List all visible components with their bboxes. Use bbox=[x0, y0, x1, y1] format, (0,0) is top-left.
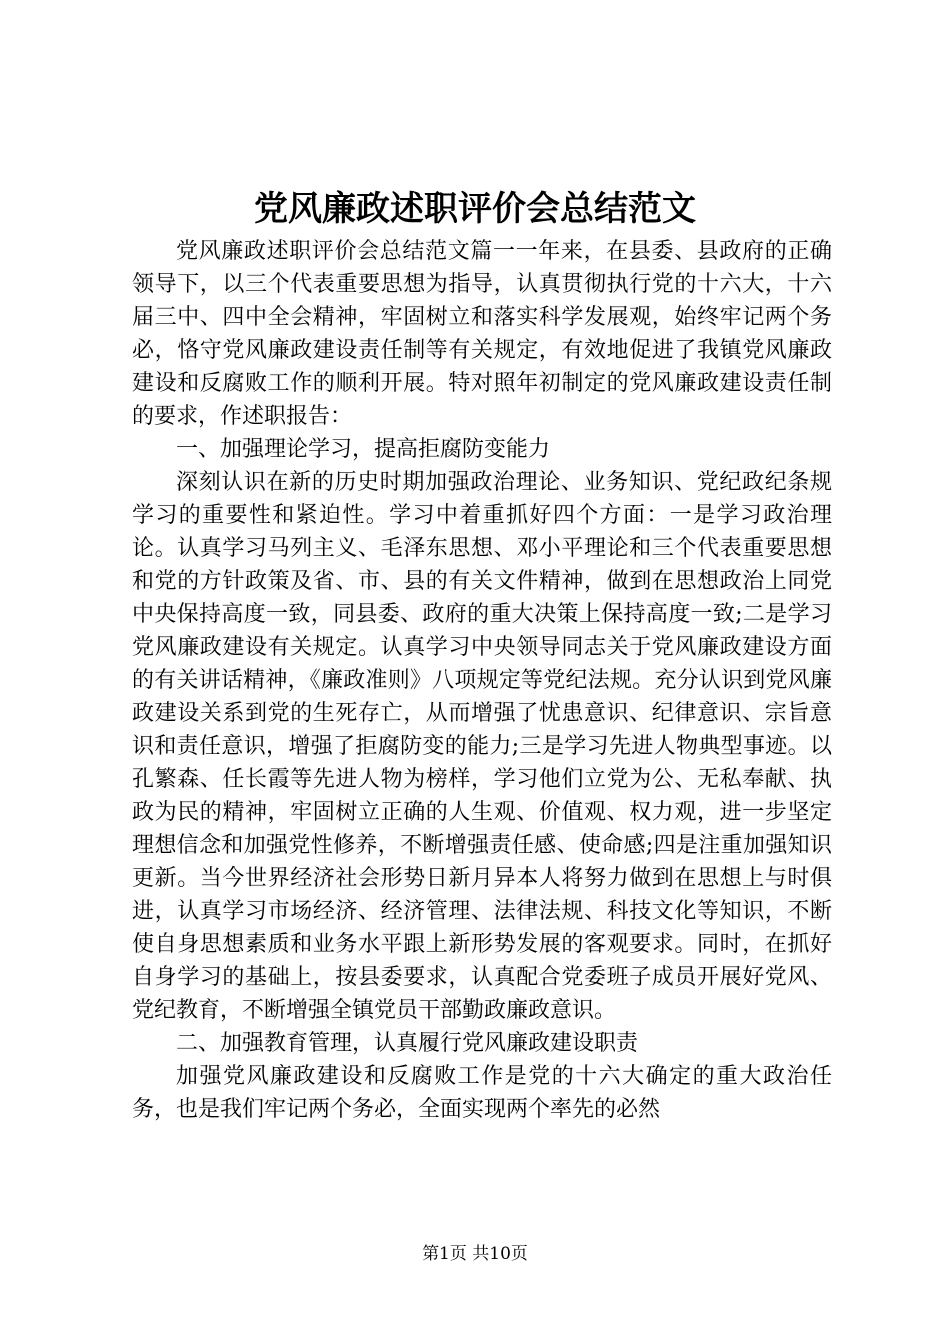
page-number-footer: 第1页 共10页 bbox=[422, 1244, 528, 1264]
document-body bbox=[132, 235, 832, 1126]
section-2-paragraph: 加强党风廉政建设和反腐败工作是党的十六大确定的重大政治任务，也是我们牢记两个务必，全面实现两个率先的必然 bbox=[132, 1064, 832, 1122]
section-1-paragraph: 深刻认识在新的历史时期加强政治理论、业务知识、党纪政纪条规学习的重要性和紧迫性。学习中着重抓好四个方面：一是学习政治理论。认真学习马列主义、毛泽东思想、邓小平理论和三个代表重要思想和党的方针政策及省、市、县的有关文件精神，做到在思想政治上同党中央保持高度一致，同县委、政府的重大决策上保持高度一致;二是学习党风廉政建设有关规定。认真学习中央领导同志关于党风廉政建设方面的有关讲话精神，《廉政准则》八项规定等党纪法规。充分认识到党风廉政建设关系到党的生死存亡，从而增强了忧患意识、纪律意识、宗旨意识和责任意识，增强了拒腐防变的能力;三是学习先进人物典型事迹。以孔繁森、任长霞等先进人物为榜样，学习他们立党为公、无私奉献、执政为民的精神，牢固树立正确的人生观、价值观、权力观，进一步坚定理想信念和加强党性修养，不断增强责任感、使命感;四是注重加强知识更新。当今世界经济社会形势日新月异本人将努力做到在思想上与时俱进，认真学习市场经济、经济管理、法律法规、科技文化等知识，不断使自身思想素质和业务水平跟上新形势发展的客观要求。同时，在抓好自身学习的基础上，按县委要求，认真配合党委班子成员开展好党风、党纪教育，不断增强全镇党员干部勤政廉政意识。 bbox=[132, 470, 832, 1023]
section-heading-2: 二、加强教育管理，认真履行党风廉政建设职责 bbox=[176, 1031, 639, 1056]
section-heading-1: 一、加强理论学习，提高拒腐防变能力 bbox=[176, 437, 551, 462]
document-title: 党风廉政述职评价会总结范文 bbox=[254, 189, 696, 229]
intro-paragraph: 党风廉政述职评价会总结范文篇一一年来，在县委、县政府的正确领导下，以三个代表重要思想为指导，认真贯彻执行党的十六大，十六届三中、四中全会精神，牢固树立和落实科学发展观，始终牢记两个务必，恪守党风廉政建设责任制等有关规定，有效地促进了我镇党风廉政建设和反腐败工作的顺利开展。特对照年初制定的党风廉政建设责任制的要求，作述职报告： bbox=[132, 239, 832, 429]
